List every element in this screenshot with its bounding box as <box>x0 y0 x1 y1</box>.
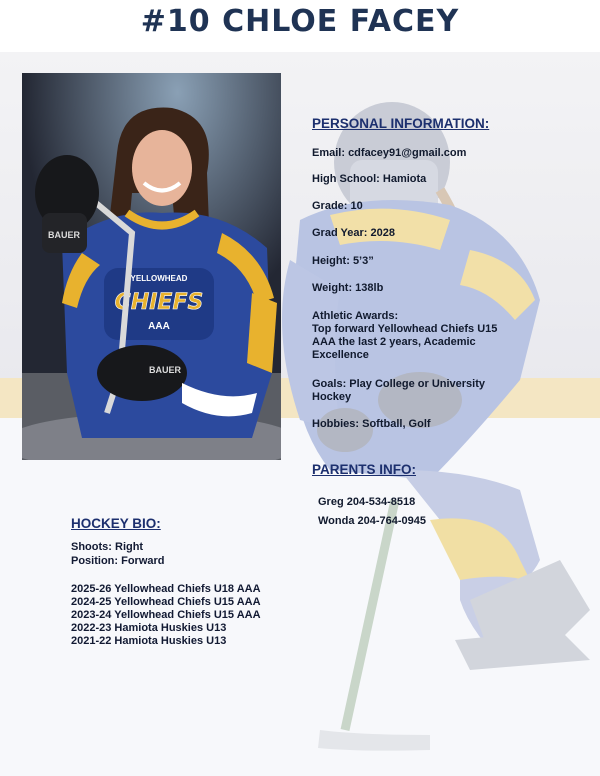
jersey-crest-sub-text: AAA <box>148 321 170 332</box>
email-text: Email: cdfacey91@gmail.com <box>312 147 467 159</box>
player-portrait-illustration <box>22 73 281 460</box>
parents-info-heading: PARENTS INFO: <box>312 462 416 477</box>
glove-brand-text: BAUER <box>47 230 81 240</box>
hockey-bio-heading: HOCKEY BIO: <box>71 516 161 531</box>
personal-information-heading: PERSONAL INFORMATION: <box>312 116 490 131</box>
grade-text: Grade: 10 <box>312 200 363 212</box>
high-school-text: High School: Hamiota <box>312 173 427 185</box>
hobbies-text: Hobbies: Softball, Golf <box>312 418 431 430</box>
athletic-awards-text: Athletic Awards: Top forward Yellowhead Chiefs U15 AAA the last 2 years, Academic Excellence <box>312 310 498 361</box>
team-history-item: 2021-22 Hamiota Huskies U13 <box>71 635 227 647</box>
team-history-item: 2024-25 Yellowhead Chiefs U15 AAA <box>71 596 261 608</box>
team-history-item: 2025-26 Yellowhead Chiefs U18 AAA <box>71 583 261 595</box>
jersey-crest-main-text: CHIEFS <box>114 290 204 315</box>
jersey-crest-top-text: YELLOWHEAD <box>130 274 188 283</box>
weight-text: Weight: 138lb <box>312 282 384 294</box>
position-text: Position: Forward <box>71 555 165 567</box>
parent-contact-greg: Greg 204-534-8518 <box>318 496 416 508</box>
height-text: Height: 5’3” <box>312 255 374 267</box>
player-photo <box>22 73 281 460</box>
parent-contact-wonda: Wonda 204-764-0945 <box>318 515 427 527</box>
grad-year-text: Grad Year: 2028 <box>312 227 395 239</box>
page-title: #10 CHLOE FACEY <box>140 4 460 39</box>
goals-text: Goals: Play College or University Hockey <box>312 378 486 403</box>
team-history-item: 2022-23 Hamiota Huskies U13 <box>71 622 227 634</box>
right-glove-brand-text: BAUER <box>148 365 182 375</box>
team-history-item: 2023-24 Yellowhead Chiefs U15 AAA <box>71 609 261 621</box>
shoots-text: Shoots: Right <box>71 541 144 553</box>
